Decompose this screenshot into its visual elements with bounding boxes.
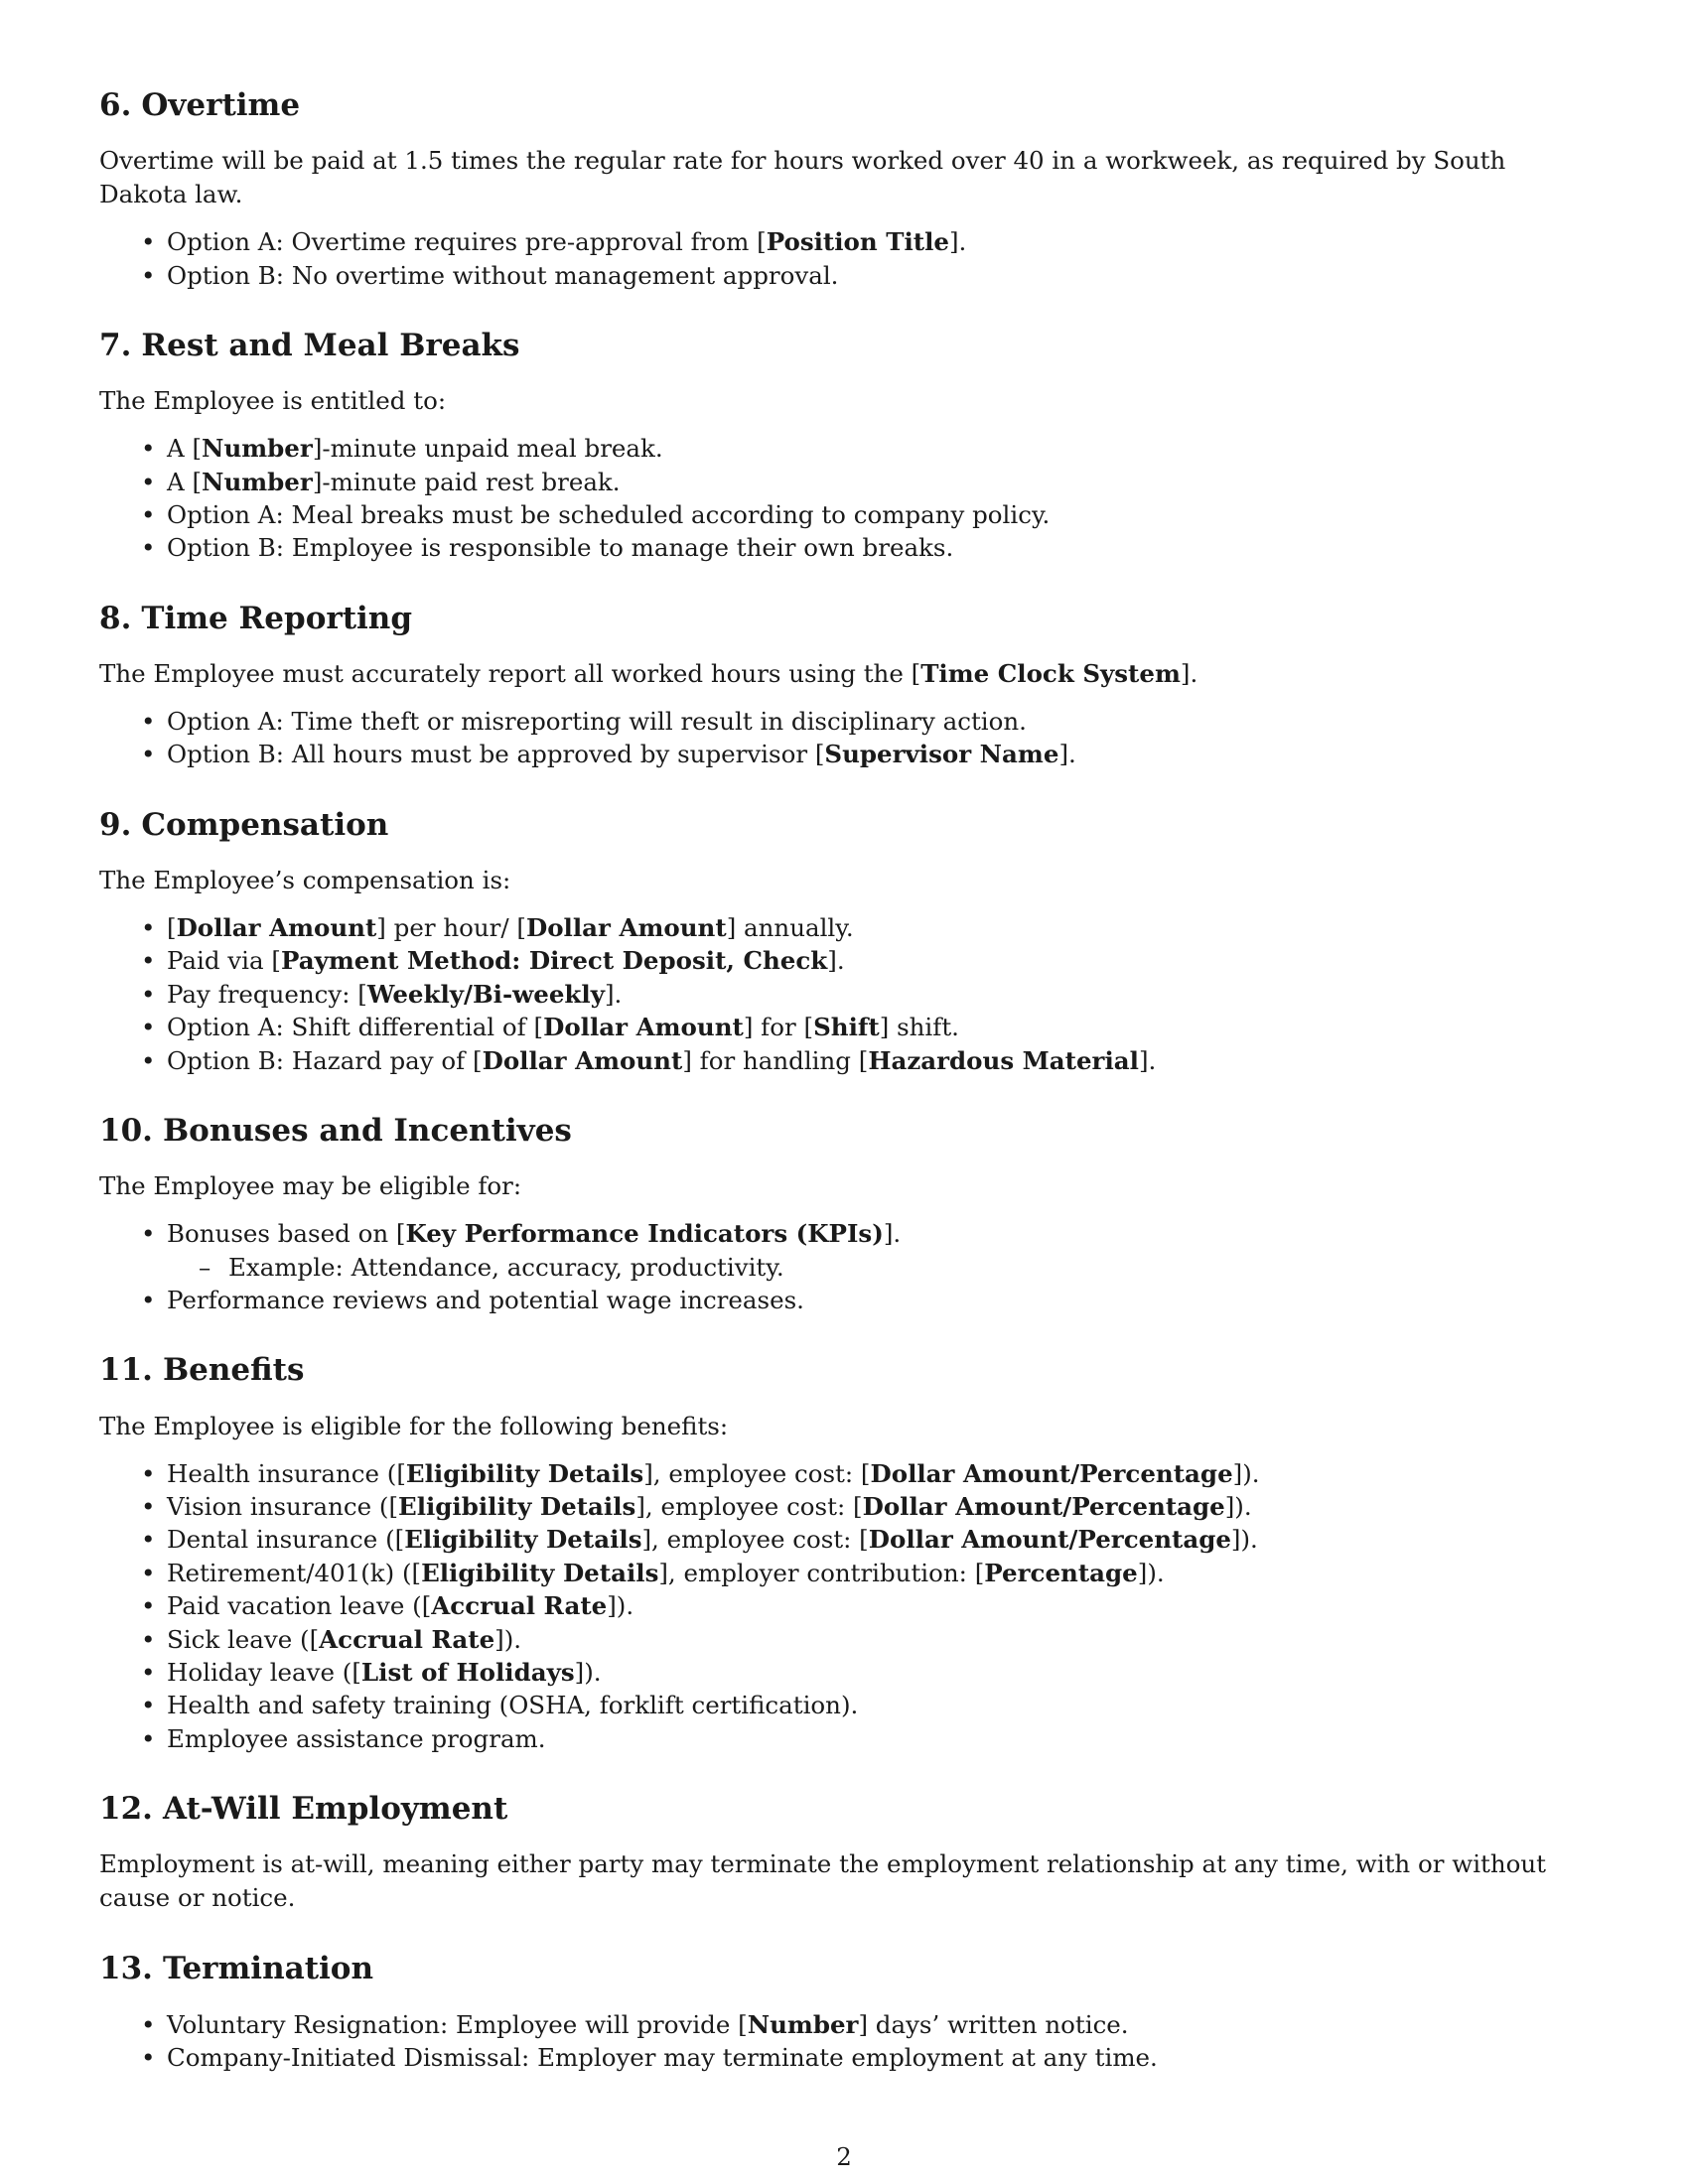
text-run: A [ bbox=[167, 434, 203, 464]
bullet-icon: • bbox=[141, 2043, 156, 2073]
placeholder-field: List of Holidays bbox=[360, 1658, 575, 1688]
text-run: Option A: Shift differential of [ bbox=[167, 1013, 544, 1042]
text-run: ]. bbox=[883, 1219, 902, 1249]
bullet-icon: • bbox=[141, 1219, 156, 1249]
list-item bbox=[141, 1722, 1599, 1755]
placeholder-field: Eligibility Details bbox=[398, 1492, 636, 1522]
text-run: Company-Initiated Dismissal: Employer may terminate employment at any time. bbox=[167, 2043, 1158, 2073]
bullet-icon: • bbox=[141, 1045, 156, 1075]
section-title: At-Will Employment bbox=[162, 1791, 508, 1828]
section-heading bbox=[99, 807, 1599, 844]
text-run: ]. bbox=[948, 227, 967, 257]
list-item bbox=[141, 1623, 1599, 1656]
list-item bbox=[141, 531, 1599, 564]
text-run: Option B: Employee is responsible to manage their own breaks. bbox=[167, 533, 954, 563]
text-run: ] days’ written notice. bbox=[858, 2009, 1129, 2039]
text-run: ] for handling [ bbox=[682, 1045, 869, 1075]
section-intro: The Employee is entitled to: bbox=[99, 386, 447, 416]
bullet-list bbox=[99, 432, 1599, 565]
section-7 bbox=[99, 328, 1599, 565]
placeholder-field: Dollar Amount bbox=[482, 1045, 683, 1075]
section-title: Time Reporting bbox=[141, 600, 413, 636]
text-run: ]). bbox=[1230, 1525, 1258, 1555]
list-item bbox=[141, 432, 1599, 465]
bullet-icon: • bbox=[141, 1525, 156, 1555]
placeholder-field: Payment Method: Direct Deposit, Check bbox=[280, 946, 828, 976]
list-item bbox=[141, 466, 1599, 498]
text-run: ] annually. bbox=[726, 913, 854, 942]
bullet-icon: • bbox=[141, 2009, 156, 2039]
placeholder-field: Dollar Amount/Percentage bbox=[870, 1458, 1233, 1488]
list-item bbox=[141, 1011, 1599, 1043]
bullet-icon: • bbox=[141, 260, 156, 290]
section-6 bbox=[99, 87, 1599, 292]
list-item bbox=[141, 1490, 1599, 1523]
bullet-list bbox=[99, 1457, 1599, 1756]
section-heading bbox=[99, 601, 1599, 637]
section-8 bbox=[99, 601, 1599, 771]
placeholder-field: Percentage bbox=[984, 1558, 1138, 1587]
bullet-icon: • bbox=[141, 500, 156, 529]
section-number: 7. bbox=[99, 328, 132, 363]
section-number: 8. bbox=[99, 600, 132, 636]
section-number: 11. bbox=[99, 1352, 153, 1389]
text-run: ]-minute paid rest break. bbox=[312, 467, 621, 496]
placeholder-field: Eligibility Details bbox=[404, 1525, 642, 1555]
text-run: ]. bbox=[827, 946, 845, 976]
section-intro: The Employee’s compensation is: bbox=[99, 866, 511, 894]
section-intro: Employment is at-will, meaning either party may terminate the employment relationship at any time, with or without cause or notice. bbox=[99, 1849, 1547, 1913]
list-item bbox=[141, 1284, 1599, 1316]
list-item bbox=[141, 911, 1599, 944]
text-run: Retirement/401(k) ([ bbox=[167, 1558, 422, 1587]
section-title: Bonuses and Incentives bbox=[162, 1113, 572, 1150]
text-run: Vision insurance ([ bbox=[167, 1492, 399, 1522]
section-title: Termination bbox=[162, 1951, 374, 1987]
text-run: [ bbox=[167, 913, 177, 942]
section-number: 13. bbox=[99, 1951, 153, 1987]
section-title: Benefits bbox=[162, 1352, 305, 1389]
placeholder-field: Dollar Amount bbox=[176, 913, 377, 942]
bullet-icon: • bbox=[141, 227, 156, 257]
bullet-list bbox=[99, 705, 1599, 771]
section-number: 6. bbox=[99, 87, 132, 123]
list-item bbox=[141, 225, 1599, 258]
dash-icon: – bbox=[199, 1252, 211, 1282]
section-9 bbox=[99, 807, 1599, 1077]
list-item bbox=[141, 1523, 1599, 1556]
text-run: Option A: Overtime requires pre-approval from [ bbox=[167, 227, 767, 257]
text-run: ]). bbox=[607, 1591, 634, 1621]
sub-item-text: Example: Attendance, accuracy, productivity. bbox=[228, 1252, 784, 1282]
text-run: Option B: No overtime without management approval. bbox=[167, 260, 839, 290]
bullet-icon: • bbox=[141, 1658, 156, 1688]
section-heading bbox=[99, 1791, 1599, 1828]
text-run: ]. bbox=[1058, 740, 1076, 769]
text-run: Voluntary Resignation: Employee will provide [ bbox=[167, 2009, 748, 2039]
bullet-icon: • bbox=[141, 1591, 156, 1621]
placeholder-field: Key Performance Indicators (KPIs) bbox=[405, 1219, 884, 1249]
text-run: ]). bbox=[1137, 1558, 1165, 1587]
section-number: 9. bbox=[99, 806, 132, 843]
section-heading bbox=[99, 1951, 1599, 1987]
text-run: ]. bbox=[1138, 1045, 1157, 1075]
list-item bbox=[141, 2041, 1599, 2074]
text-run: Option B: Hazard pay of [ bbox=[167, 1045, 483, 1075]
bullet-icon: • bbox=[141, 1286, 156, 1315]
list-item bbox=[141, 2008, 1599, 2041]
text-run: Option A: Meal breaks must be scheduled according to company policy. bbox=[167, 500, 1051, 529]
text-run: ]. bbox=[1180, 659, 1198, 688]
bullet-icon: • bbox=[141, 1691, 156, 1720]
placeholder-field: Number bbox=[747, 2009, 859, 2039]
section-title: Rest and Meal Breaks bbox=[141, 328, 520, 363]
bullet-list bbox=[99, 225, 1599, 292]
bullet-list bbox=[99, 1217, 1599, 1316]
placeholder-field: Eligibility Details bbox=[421, 1558, 659, 1587]
section-10 bbox=[99, 1113, 1599, 1316]
bullet-list bbox=[99, 2008, 1599, 2075]
placeholder-field: Weekly/Bi-weekly bbox=[366, 979, 605, 1009]
bullet-icon: • bbox=[141, 434, 156, 464]
sub-list-item bbox=[199, 1251, 1599, 1284]
bullet-icon: • bbox=[141, 946, 156, 976]
text-run: ] for [ bbox=[743, 1013, 814, 1042]
list-item bbox=[141, 705, 1599, 738]
list-item bbox=[141, 1217, 1599, 1284]
text-run: Employee assistance program. bbox=[167, 1723, 546, 1753]
section-13 bbox=[99, 1951, 1599, 2074]
list-item bbox=[141, 1457, 1599, 1490]
text-run: Option A: Time theft or misreporting will result in disciplinary action. bbox=[167, 707, 1027, 736]
section-number: 10. bbox=[99, 1113, 153, 1150]
list-item bbox=[141, 1656, 1599, 1689]
section-title: Overtime bbox=[141, 87, 301, 123]
placeholder-field: Eligibility Details bbox=[405, 1458, 644, 1488]
bullet-icon: • bbox=[141, 1458, 156, 1488]
list-item bbox=[141, 944, 1599, 977]
placeholder-field: Accrual Rate bbox=[319, 1624, 495, 1654]
list-item bbox=[141, 1557, 1599, 1589]
text-run: Option B: All hours must be approved by supervisor [ bbox=[167, 740, 825, 769]
text-run: Holiday leave ([ bbox=[167, 1658, 361, 1688]
placeholder-field: Position Title bbox=[766, 227, 949, 257]
text-run: ], employer contribution: [ bbox=[658, 1558, 985, 1587]
placeholder-field: Dollar Amount/Percentage bbox=[868, 1525, 1231, 1555]
list-item bbox=[141, 498, 1599, 531]
text-run: ]-minute unpaid meal break. bbox=[312, 434, 663, 464]
bullet-icon: • bbox=[141, 533, 156, 563]
text-run: ]). bbox=[1232, 1458, 1260, 1488]
text-run: ] shift. bbox=[879, 1013, 959, 1042]
document-page bbox=[99, 87, 1599, 2110]
sub-list bbox=[167, 1251, 1599, 1284]
bullet-icon: • bbox=[141, 1624, 156, 1654]
text-run: ], employee cost: [ bbox=[641, 1525, 869, 1555]
placeholder-field: Time Clock System bbox=[920, 659, 1181, 688]
section-heading bbox=[99, 87, 1599, 124]
text-run: Health insurance ([ bbox=[167, 1458, 406, 1488]
text-run: ]). bbox=[1224, 1492, 1252, 1522]
section-heading bbox=[99, 1113, 1599, 1150]
placeholder-field: Accrual Rate bbox=[431, 1591, 608, 1621]
text-run: ] per hour/ [ bbox=[376, 913, 526, 942]
section-number: 12. bbox=[99, 1791, 153, 1828]
placeholder-field: Shift bbox=[813, 1013, 880, 1042]
text-run: The Employee must accurately report all worked hours using the [ bbox=[99, 659, 921, 688]
text-run: Paid via [ bbox=[167, 946, 281, 976]
section-title: Compensation bbox=[141, 806, 389, 843]
list-item bbox=[141, 259, 1599, 292]
section-intro: The Employee may be eligible for: bbox=[99, 1171, 522, 1201]
bullet-icon: • bbox=[141, 740, 156, 769]
bullet-icon: • bbox=[141, 467, 156, 496]
placeholder-field: Number bbox=[202, 467, 313, 496]
section-intro bbox=[99, 657, 1599, 691]
list-item bbox=[141, 1044, 1599, 1077]
placeholder-field: Number bbox=[202, 434, 313, 464]
bullet-icon: • bbox=[141, 979, 156, 1009]
text-run: ], employee cost: [ bbox=[635, 1492, 863, 1522]
list-item bbox=[141, 738, 1599, 770]
placeholder-field: Dollar Amount/Percentage bbox=[862, 1492, 1225, 1522]
text-run: Performance reviews and potential wage increases. bbox=[167, 1286, 804, 1315]
section-intro: Overtime will be paid at 1.5 times the regular rate for hours worked over 40 in a workweek, as required by South Dakota law. bbox=[99, 146, 1506, 209]
section-11 bbox=[99, 1352, 1599, 1755]
placeholder-field: Dollar Amount bbox=[543, 1013, 744, 1042]
section-12 bbox=[99, 1791, 1599, 1915]
text-run: ]). bbox=[574, 1658, 602, 1688]
text-run: Health and safety training (OSHA, forklift certification). bbox=[167, 1691, 859, 1720]
bullet-icon: • bbox=[141, 1723, 156, 1753]
bullet-icon: • bbox=[141, 1013, 156, 1042]
bullet-icon: • bbox=[141, 707, 156, 736]
bullet-icon: • bbox=[141, 1558, 156, 1587]
list-item bbox=[141, 978, 1599, 1011]
section-heading bbox=[99, 1352, 1599, 1389]
text-run: ], employee cost: [ bbox=[643, 1458, 871, 1488]
bullet-list bbox=[99, 911, 1599, 1077]
list-item bbox=[141, 1689, 1599, 1721]
text-run: Dental insurance ([ bbox=[167, 1525, 405, 1555]
list-item bbox=[141, 1589, 1599, 1622]
placeholder-field: Dollar Amount bbox=[525, 913, 727, 942]
text-run: Paid vacation leave ([ bbox=[167, 1591, 432, 1621]
text-run: Sick leave ([ bbox=[167, 1624, 320, 1654]
section-heading bbox=[99, 328, 1599, 364]
text-run: A [ bbox=[167, 467, 203, 496]
bullet-icon: • bbox=[141, 1492, 156, 1522]
page-number: 2 bbox=[836, 2142, 852, 2171]
placeholder-field: Supervisor Name bbox=[824, 740, 1059, 769]
text-run: ]). bbox=[494, 1624, 522, 1654]
section-intro: The Employee is eligible for the following benefits: bbox=[99, 1411, 729, 1440]
text-run: ]. bbox=[604, 979, 623, 1009]
placeholder-field: Hazardous Material bbox=[868, 1045, 1139, 1075]
text-run: Pay frequency: [ bbox=[167, 979, 367, 1009]
text-run: Bonuses based on [ bbox=[167, 1219, 406, 1249]
bullet-icon: • bbox=[141, 913, 156, 942]
